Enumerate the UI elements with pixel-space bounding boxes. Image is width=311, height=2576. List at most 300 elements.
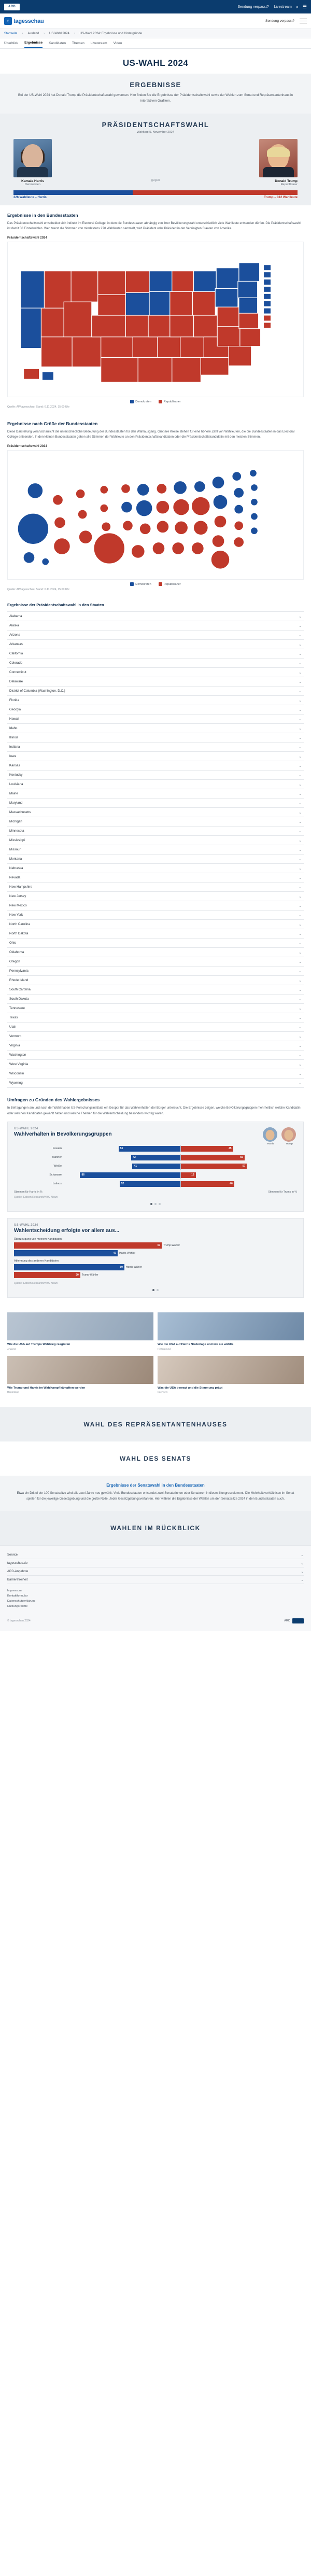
bar-series-label: Trump-Wähler xyxy=(163,1243,180,1247)
ard-footer-mark[interactable] xyxy=(284,1618,304,1623)
senate-section-heading: WAHL DES SENATS xyxy=(0,1441,311,1476)
chevron-down-icon[interactable]: ⌄ xyxy=(299,1062,302,1067)
tagesschau-logo[interactable] xyxy=(4,17,44,25)
ard-logo[interactable]: ARD xyxy=(4,4,20,10)
breadcrumb-item-uswahl[interactable]: US-Wahl 2024 xyxy=(49,32,69,35)
teaser-thumbnail xyxy=(7,1312,153,1340)
bar-value: 67 xyxy=(157,1243,161,1247)
state-accordion-row[interactable] xyxy=(7,715,304,724)
footer-section-row[interactable] xyxy=(7,1567,304,1576)
state-name: Oregon xyxy=(9,960,20,964)
state-name: Pennsylvania xyxy=(9,969,29,973)
legend-label-dem: Demokraten xyxy=(135,400,151,403)
tab-kandidaten[interactable]: Kandidaten xyxy=(49,41,66,45)
map2-legend xyxy=(7,580,304,586)
state-name: Texas xyxy=(9,1016,18,1020)
bar-value: 47 xyxy=(113,1251,117,1255)
ard-topbar xyxy=(0,0,311,13)
teaser-card[interactable] xyxy=(158,1356,304,1394)
carousel-dots[interactable] xyxy=(14,1285,297,1291)
bar-row xyxy=(14,1264,297,1270)
house-section-heading: WAHL DES REPRÄSENTANTENHAUSES xyxy=(0,1407,311,1441)
state-accordion-row[interactable] xyxy=(7,892,304,901)
state-accordion-row[interactable] xyxy=(7,845,304,855)
brandbar-item-sendung-verpasst[interactable]: Sendung verpasst? xyxy=(265,19,294,23)
candidate-harris[interactable] xyxy=(13,139,52,186)
bar-category-label: Schwarze xyxy=(49,1173,62,1177)
bar-segment-harris xyxy=(119,1146,180,1152)
result-label-rep: Trump – 312 Wahlleute xyxy=(264,195,298,199)
state-accordion-row[interactable] xyxy=(7,948,304,957)
tagesschau-logo-mark: t xyxy=(4,17,12,25)
us-choropleth-map[interactable] xyxy=(7,242,304,397)
state-name: Vermont xyxy=(9,1034,22,1039)
bar-category-label: Weiße xyxy=(53,1165,62,1168)
bar-segment xyxy=(14,1242,162,1249)
state-name: Florida xyxy=(9,698,19,703)
chevron-down-icon[interactable]: ⌄ xyxy=(299,1072,302,1076)
chevron-down-icon[interactable]: ⌄ xyxy=(299,633,302,637)
candidate-trump[interactable] xyxy=(259,139,298,186)
state-accordion-row[interactable] xyxy=(7,668,304,677)
legend-swatch-dem xyxy=(130,400,134,403)
state-name: South Carolina xyxy=(9,988,31,992)
chevron-down-icon[interactable]: ⌄ xyxy=(299,997,302,1001)
teaser-title: Wie die USA auf Trumps Wahlsieg reagieren xyxy=(7,1342,70,1346)
us-bubble-map[interactable] xyxy=(7,450,304,580)
legend-item-rep xyxy=(159,400,181,403)
menu-button[interactable] xyxy=(300,17,307,25)
state-accordion-row[interactable] xyxy=(7,687,304,696)
state-accordion-row[interactable] xyxy=(7,836,304,845)
chevron-down-icon[interactable]: ⌄ xyxy=(299,773,302,777)
state-name: Iowa xyxy=(9,754,17,759)
senate-note-title[interactable]: Ergebnisse der Senatswahl in den Bundesstaaten xyxy=(106,1483,205,1488)
chevron-down-icon[interactable]: ⌄ xyxy=(299,652,302,656)
bar-segment xyxy=(14,1250,118,1256)
state-accordion-row[interactable] xyxy=(7,827,304,836)
state-name: New Hampshire xyxy=(9,885,33,889)
footer-sections xyxy=(7,1551,304,1584)
map1-chart-label: Präsidentschaftswahl 2024 xyxy=(7,236,47,240)
state-accordion-row[interactable] xyxy=(7,743,304,752)
chevron-down-icon[interactable]: ⌄ xyxy=(299,754,302,759)
breadcrumb-item-current: US-Wahl 2024: Ergebnisse und Hintergründe xyxy=(79,32,143,35)
state-accordion-row[interactable] xyxy=(7,789,304,799)
map2-source-note: Quelle: AP/tagesschau; Stand: 6.11.2024, 15:00 Uhr xyxy=(7,588,70,592)
teaser-card[interactable] xyxy=(158,1312,304,1351)
chevron-down-icon[interactable]: ⌄ xyxy=(299,1034,302,1039)
candidate-party: Republikaner xyxy=(280,183,298,186)
avatar xyxy=(13,139,52,177)
state-name: Delaware xyxy=(9,680,23,684)
chevron-down-icon[interactable]: ⌄ xyxy=(299,661,302,665)
electoral-result-labels xyxy=(0,195,311,205)
legend-swatch-dem xyxy=(130,582,134,586)
legend-item-rep xyxy=(159,582,181,586)
chevron-down-icon[interactable]: ⌄ xyxy=(299,1006,302,1011)
chart-card-header xyxy=(14,1127,297,1145)
bar-value-trump: 45 xyxy=(228,1147,232,1151)
chevron-down-icon[interactable]: ⌄ xyxy=(299,904,302,908)
chart-card-motivation xyxy=(7,1218,304,1298)
map2-lead: Diese Darstellung veranschaulicht die unterschiedliche Bedeutung der Bundesstaaten für den Wahlausgang. Größere Kreise stehen für eine höhere Zahl von Wahlleuten, die die Bundesstaaten in das Electoral College entsenden. In den kleinen Bundesstaaten gehen alle Stimmen der Wahlleute an den Präsidentschaftskandidaten oder die Präsidentschaftskandidatin mit den meisten Stimmen. xyxy=(7,430,295,439)
teaser-title: Wie die USA auf Harris Niederlage und wie sie wählte xyxy=(158,1342,234,1346)
bar-value-trump: 57 xyxy=(242,1165,246,1168)
survey-lead: In Befragungen am und nach der Wahl haben US-Forschungsinstitute ein Gespür für das Wahlverhalten der Bürger untersucht. Die Ergebnisse zeigen, welche Bevölkerungsgruppen mehrheitlich welche Kandidatin oder welchen Kandidaten gewählt haben und welche Themen für die Wahlentscheidung besonders wichtig waren. xyxy=(7,1107,301,1115)
chevron-down-icon[interactable]: ⌄ xyxy=(299,810,302,815)
legend-label-rep: Republikaner xyxy=(163,400,181,403)
state-name: Minnesota xyxy=(9,829,24,833)
bar-series-label: Harris-Wähler xyxy=(119,1251,135,1255)
state-accordion-row[interactable] xyxy=(7,1041,304,1051)
chevron-down-icon[interactable]: ⌄ xyxy=(299,978,302,983)
chevron-down-icon[interactable]: ⌄ xyxy=(299,1044,302,1048)
state-accordion-row[interactable] xyxy=(7,995,304,1004)
chevron-down-icon[interactable]: ⌄ xyxy=(299,726,302,731)
chevron-down-icon[interactable]: ⌄ xyxy=(299,848,302,852)
results-intro-band xyxy=(0,74,311,114)
state-accordion-row[interactable] xyxy=(7,677,304,687)
state-accordion-row[interactable] xyxy=(7,1023,304,1032)
state-name: Utah xyxy=(9,1025,17,1029)
versus-label-wrap xyxy=(52,179,259,186)
chevron-down-icon[interactable]: ⌄ xyxy=(299,1025,302,1029)
state-name: California xyxy=(9,652,23,656)
carousel-dots[interactable] xyxy=(14,1199,297,1205)
chevron-down-icon[interactable]: ⌄ xyxy=(299,670,302,675)
bar-segment-harris xyxy=(80,1172,180,1178)
section-tabs xyxy=(0,38,311,49)
footer-section-row[interactable] xyxy=(7,1551,304,1559)
state-accordion-row[interactable] xyxy=(7,817,304,827)
state-accordion-row[interactable] xyxy=(7,920,304,929)
state-accordion-row[interactable] xyxy=(7,1032,304,1041)
chevron-down-icon[interactable]: ⌄ xyxy=(299,950,302,955)
bar-segment-trump xyxy=(181,1155,245,1160)
state-name: Missouri xyxy=(9,848,22,852)
state-name: South Dakota xyxy=(9,997,29,1001)
chevron-down-icon[interactable]: ⌄ xyxy=(299,866,302,871)
tab-ergebnisse[interactable]: Ergebnisse xyxy=(24,38,43,48)
footer-section-label: tagesschau.de xyxy=(7,1561,28,1565)
chevron-down-icon[interactable]: ⌄ xyxy=(299,792,302,796)
state-accordion-row[interactable] xyxy=(7,901,304,911)
legend-label-dem: Demokraten xyxy=(135,582,151,586)
chevron-down-icon[interactable]: ⌄ xyxy=(299,1081,302,1085)
tab-livestream[interactable]: Livestream xyxy=(90,41,107,45)
chart1-source-note: Quelle: Edison Research/NBC News xyxy=(14,1195,58,1199)
state-accordion-row[interactable] xyxy=(7,808,304,817)
footer xyxy=(0,1545,311,1631)
state-accordion-row[interactable] xyxy=(7,911,304,920)
state-name: Idaho xyxy=(9,726,18,731)
retrospective-section-heading: WAHLEN IM RÜCKBLICK xyxy=(0,1511,311,1545)
tab-themen[interactable]: Themen xyxy=(72,41,84,45)
page-title: US-WAHL 2024 xyxy=(122,58,189,68)
ard-footer-square xyxy=(292,1618,304,1623)
map1-title: Ergebnisse in den Bundesstaaten xyxy=(7,212,78,218)
footer-section-row[interactable] xyxy=(7,1559,304,1567)
chevron-down-icon[interactable]: ⌄ xyxy=(299,857,302,861)
topbar-item-sendung-verpasst[interactable]: Sendung verpasst? xyxy=(237,5,269,9)
candidate-head-label: Trump xyxy=(286,1142,293,1145)
chevron-down-icon[interactable]: ⌄ xyxy=(299,922,302,927)
chart2-kicker: US-WAHL 2024 xyxy=(14,1223,38,1227)
state-accordion-row[interactable] xyxy=(7,967,304,976)
carousel-dot-1[interactable] xyxy=(152,1289,154,1291)
avatar xyxy=(281,1127,296,1142)
chevron-down-icon[interactable]: ⌄ xyxy=(299,642,302,647)
bar-track xyxy=(64,1155,297,1160)
chevron-down-icon[interactable]: ⌄ xyxy=(299,969,302,973)
state-accordion-row[interactable] xyxy=(7,612,304,621)
map-section-bubbles xyxy=(0,414,311,596)
state-accordion-row[interactable] xyxy=(7,1013,304,1023)
chevron-down-icon[interactable]: ⌄ xyxy=(299,894,302,899)
state-accordion-row[interactable] xyxy=(7,855,304,864)
state-accordion-row[interactable] xyxy=(7,621,304,631)
bar-group xyxy=(14,1259,297,1278)
chevron-down-icon[interactable]: ⌄ xyxy=(299,1016,302,1020)
bar-row xyxy=(14,1272,297,1278)
bar-segment xyxy=(14,1272,80,1278)
chevron-down-icon[interactable]: ⌄ xyxy=(299,689,302,693)
chevron-down-icon[interactable]: ⌄ xyxy=(299,1053,302,1057)
diverging-bar-row xyxy=(14,1154,297,1161)
state-name: District of Columbia (Washington, D.C.) xyxy=(9,689,65,693)
state-name: Massachusetts xyxy=(9,810,31,815)
horizontal-bar-chart xyxy=(14,1238,297,1278)
chevron-down-icon[interactable]: ⌄ xyxy=(299,801,302,805)
diverging-bar-row xyxy=(14,1172,297,1179)
footer-links xyxy=(7,1584,304,1614)
map1-lead: Das Präsidentschaftswahl entscheidet sich indirekt im Electoral College, in dem die Bundesstaaten abhängig von ihrer Bevölkerungszahl unterschiedlich viele Wahlleute entsenden dürfen. Die Präsidentschaftswahl ist damit 50 Einzelwahlen. Wer zuerst die Stimmen von mindestens 270 Wahlleuten sammelt, wird Präsident oder Präsidentin der Vereinigten Staaten von Amerika. xyxy=(7,221,301,230)
map-section-states xyxy=(0,205,311,414)
state-accordion-row[interactable] xyxy=(7,631,304,640)
chevron-down-icon[interactable]: ⌄ xyxy=(301,1553,304,1557)
state-name: North Dakota xyxy=(9,932,29,936)
teaser-thumbnail xyxy=(7,1356,153,1384)
user-icon[interactable]: ☰ xyxy=(302,4,307,9)
footer-copyright: © tagesschau 2024 xyxy=(7,1619,31,1623)
state-accordion-row[interactable] xyxy=(7,780,304,789)
footer-bottom xyxy=(7,1614,304,1631)
state-name: Nevada xyxy=(9,876,21,880)
candidate-head-trump xyxy=(281,1127,297,1145)
state-name: Connecticut xyxy=(9,670,26,675)
avatar xyxy=(259,139,298,177)
chevron-down-icon[interactable]: ⌄ xyxy=(301,1561,304,1565)
teaser-title: Was die USA bewegt und die Stimmung prägt xyxy=(158,1386,223,1390)
state-accordion-row[interactable] xyxy=(7,724,304,733)
bar-value-trump: 55 xyxy=(240,1156,243,1159)
chart2-title: Wahlentscheidung erfolgte vor allem aus... xyxy=(14,1227,120,1234)
bar-track xyxy=(64,1146,297,1152)
bar-group-label: Überzeugung von meinem Kandidaten xyxy=(14,1237,62,1241)
teaser-card[interactable] xyxy=(7,1356,153,1394)
teaser-grid xyxy=(0,1307,311,1407)
state-accordion-row[interactable] xyxy=(7,696,304,705)
state-accordion-row[interactable] xyxy=(7,976,304,985)
footer-link[interactable]: Impressum xyxy=(7,1589,22,1593)
bar-track xyxy=(64,1172,297,1178)
state-accordion-row[interactable] xyxy=(7,761,304,771)
teaser-thumbnail xyxy=(158,1356,304,1384)
state-name: Georgia xyxy=(9,708,21,712)
states-section xyxy=(0,596,311,1090)
footer-link[interactable]: Datenschutzerklärung xyxy=(7,1600,36,1603)
map1-source-note: Quelle: AP/tagesschau; Stand: 6.11.2024, 15:00 Uhr xyxy=(7,405,70,409)
carousel-dot-2[interactable] xyxy=(154,1203,157,1205)
chevron-down-icon[interactable]: ⌄ xyxy=(299,708,302,712)
state-accordion-row[interactable] xyxy=(7,1051,304,1060)
chevron-down-icon[interactable]: ⌄ xyxy=(299,745,302,749)
tab-video[interactable]: Video xyxy=(113,41,122,45)
state-name: New York xyxy=(9,913,23,917)
state-accordion-row[interactable] xyxy=(7,733,304,743)
breadcrumb xyxy=(0,29,311,38)
state-name: Maryland xyxy=(9,801,23,805)
map2-chart-label: Präsidentschaftswahl 2024 xyxy=(7,445,47,449)
state-accordion-row[interactable] xyxy=(7,799,304,808)
chevron-down-icon[interactable]: ⌄ xyxy=(299,885,302,889)
chevron-down-icon[interactable]: ⌄ xyxy=(299,624,302,628)
state-accordion-row[interactable] xyxy=(7,1069,304,1079)
candidate-head-label: Harris xyxy=(267,1142,274,1145)
bar-segment-harris xyxy=(132,1164,180,1169)
chart1-legend-left: Stimmen für Harris in % xyxy=(14,1190,43,1194)
breadcrumb-separator: › xyxy=(22,32,23,35)
state-accordion-row[interactable] xyxy=(7,1060,304,1069)
state-accordion-row[interactable] xyxy=(7,771,304,780)
state-accordion-row[interactable] xyxy=(7,883,304,892)
carousel-dot-1[interactable] xyxy=(150,1203,152,1205)
footer-link[interactable]: Nutzungsrechte xyxy=(7,1605,28,1608)
footer-section-row[interactable] xyxy=(7,1576,304,1584)
chevron-down-icon[interactable]: ⌄ xyxy=(301,1570,304,1574)
map1-legend xyxy=(7,397,304,403)
senate-note-block xyxy=(0,1476,311,1511)
state-name: Virginia xyxy=(9,1044,20,1048)
chevron-down-icon[interactable]: ⌄ xyxy=(299,614,302,619)
state-name: Montana xyxy=(9,857,22,861)
state-accordion-row[interactable] xyxy=(7,649,304,659)
footer-link[interactable]: Kontaktformular xyxy=(7,1594,28,1598)
brand-bar xyxy=(0,13,311,29)
state-accordion-row[interactable] xyxy=(7,873,304,883)
tab-ueberblick[interactable]: Überblick xyxy=(4,41,19,45)
chart1-candidate-heads xyxy=(263,1127,297,1145)
diverging-bar-row xyxy=(14,1163,297,1170)
breadcrumb-home[interactable]: Startseite xyxy=(4,32,18,35)
state-name: Maine xyxy=(9,792,18,796)
bar-group xyxy=(14,1238,297,1256)
state-accordion-row[interactable] xyxy=(7,957,304,967)
state-name: Arizona xyxy=(9,633,20,637)
teaser-card[interactable] xyxy=(7,1312,153,1351)
state-accordion-row[interactable] xyxy=(7,985,304,995)
chevron-down-icon[interactable]: ⌄ xyxy=(299,736,302,740)
state-name: Hawaii xyxy=(9,717,19,721)
bar-value-harris: 53 xyxy=(120,1147,123,1151)
chevron-down-icon[interactable]: ⌄ xyxy=(299,829,302,833)
state-accordion-row[interactable] xyxy=(7,659,304,668)
state-accordion-row[interactable] xyxy=(7,1079,304,1088)
chevron-down-icon[interactable]: ⌄ xyxy=(299,932,302,936)
state-accordion-row[interactable] xyxy=(7,752,304,761)
chevron-down-icon[interactable]: ⌄ xyxy=(299,717,302,721)
chevron-down-icon[interactable]: ⌄ xyxy=(299,680,302,684)
teaser-meta: Hintergrund xyxy=(158,1348,171,1351)
teaser-title: Wie Trump und Harris im Wahlkampf kämpften werden xyxy=(7,1386,86,1390)
chevron-down-icon[interactable]: ⌄ xyxy=(299,698,302,703)
chevron-down-icon[interactable]: ⌄ xyxy=(301,1578,304,1582)
presidential-block xyxy=(0,114,311,205)
state-name: New Mexico xyxy=(9,904,27,908)
state-name: Michigan xyxy=(9,820,22,824)
bar-group-label: Ablehnung des anderen Kandidaten xyxy=(14,1259,59,1263)
chevron-down-icon[interactable]: ⌄ xyxy=(299,988,302,992)
bar-segment-harris xyxy=(131,1155,180,1160)
teaser-meta: Reportage xyxy=(7,1391,19,1394)
topbar-item-livestream[interactable]: Livestream xyxy=(274,5,292,9)
presidential-subtitle: Wahltag: 5. November 2024 xyxy=(137,130,174,134)
chevron-down-icon[interactable]: ⌄ xyxy=(299,941,302,945)
candidate-name: Donald Trump xyxy=(275,179,298,183)
chevron-down-icon[interactable]: ⌄ xyxy=(299,960,302,964)
state-name: North Carolina xyxy=(9,922,30,927)
teaser-meta: Analyse xyxy=(7,1348,17,1351)
state-name: Nebraska xyxy=(9,866,23,871)
results-intro-text: Bei der US-Wahl 2024 hat Donald Trump die Präsidentschaftswahl gewonnen. Hier finden Sie die Ergebnisse der Präsidentschaftswahl sowie der Wahlen zum Senat und Repräsentantenhaus in interaktiven Grafiken. xyxy=(18,93,293,103)
chevron-down-icon[interactable]: ⌄ xyxy=(299,782,302,787)
result-bar-rep xyxy=(133,190,298,195)
state-name: Rhode Island xyxy=(9,978,29,983)
chevron-down-icon[interactable]: ⌄ xyxy=(299,764,302,768)
chevron-down-icon[interactable]: ⌄ xyxy=(299,820,302,824)
bar-track xyxy=(64,1181,297,1187)
state-accordion-row[interactable] xyxy=(7,939,304,948)
state-accordion-row[interactable] xyxy=(7,705,304,715)
survey-title: Umfragen zu Gründen des Wahlergebnisses xyxy=(7,1097,100,1103)
state-accordion-row[interactable] xyxy=(7,640,304,649)
search-icon[interactable]: ⌕ xyxy=(295,4,299,9)
states-accordion xyxy=(7,611,304,1088)
result-label-dem: 226 Wahlleute – Harris xyxy=(13,195,47,199)
carousel-dot-3[interactable] xyxy=(159,1203,161,1205)
state-name: Wyoming xyxy=(9,1081,23,1085)
state-accordion-row[interactable] xyxy=(7,1004,304,1013)
bar-row xyxy=(14,1250,297,1256)
candidate-name: Kamala Harris xyxy=(21,179,44,183)
senate-note-text: Etwa ein Drittel der 100 Senatssitze wird alle zwei Jahre neu gewählt. Viele Bundesstaaten entsendet zwei Senatorinnen oder Senatoren in dieses Kongresselement. Die Mehrheitsverhältnisse im Senat spielen für die jeweilige Gesetzgebung und die große Rolle. Jeder Gesetzgebungsverfahren. Hier wählen die Ergebnisse der Wahlen um den Senatssitze 2024 in den Bundesstaaten auch. xyxy=(17,1492,294,1501)
chart1-title: Wahlverhalten in Bevölkerungsgruppen xyxy=(14,1131,112,1137)
state-name: Kansas xyxy=(9,764,20,768)
state-accordion-row[interactable] xyxy=(7,864,304,873)
state-name: Oklahoma xyxy=(9,950,24,955)
state-name: West Virginia xyxy=(9,1062,29,1067)
bar-value: 30 xyxy=(76,1273,79,1277)
chevron-down-icon[interactable]: ⌄ xyxy=(299,838,302,843)
state-name: Indiana xyxy=(9,745,20,749)
carousel-dot-2[interactable] xyxy=(157,1289,159,1291)
breadcrumb-item-ausland[interactable]: Ausland xyxy=(27,32,39,35)
chevron-down-icon[interactable]: ⌄ xyxy=(299,913,302,917)
state-accordion-row[interactable] xyxy=(7,929,304,939)
bar-segment-trump xyxy=(181,1181,234,1187)
chevron-down-icon[interactable]: ⌄ xyxy=(299,876,302,880)
